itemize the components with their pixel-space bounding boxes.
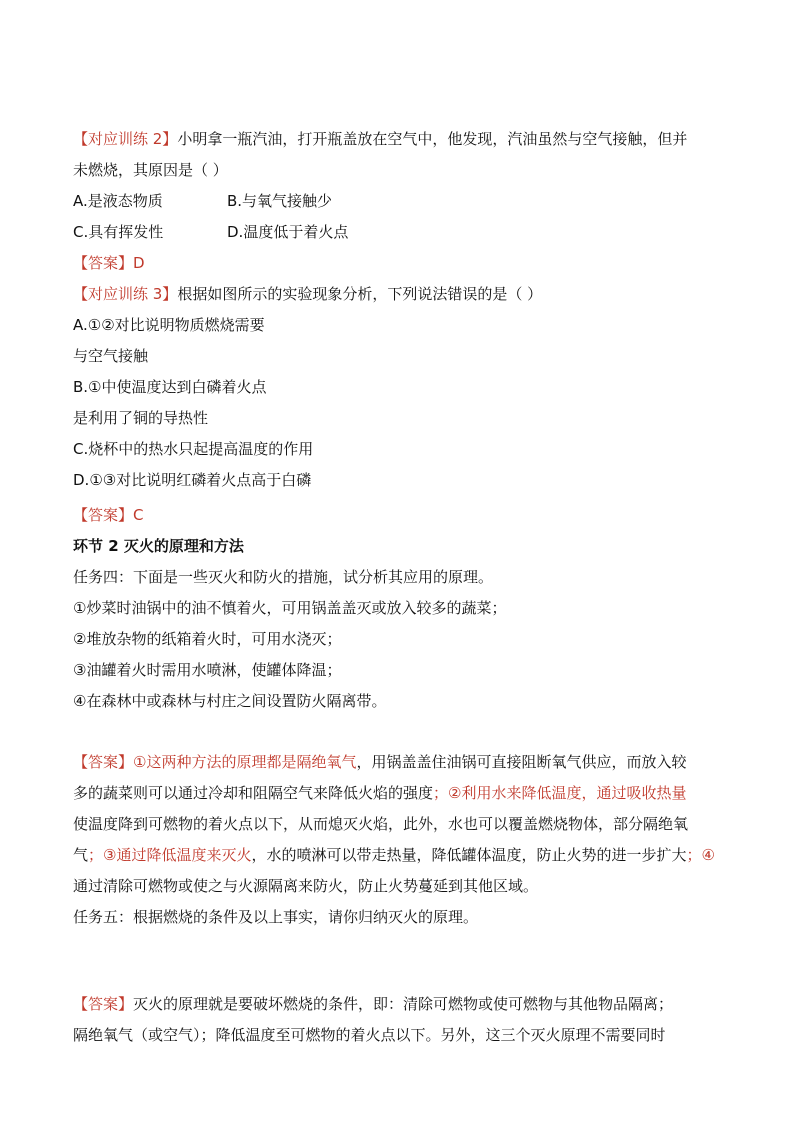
q3-option-b-line1: B.①中使温度达到白磷着火点 xyxy=(73,378,267,396)
q2-stem-text: 小明拿一瓶汽油，打开瓶盖放在空气中，他发现，汽油虽然与空气接触，但并 xyxy=(177,130,688,148)
q3-prefix: 【对应训练 3】 xyxy=(73,285,178,303)
q3-option-b-line2: 是利用了铜的导热性 xyxy=(73,409,209,427)
task4-answer-l4-red2: ；④ xyxy=(686,846,715,864)
task4-item-4: ④在森林中或森林与村庄之间设置防火隔离带。 xyxy=(73,692,387,710)
task4-answer-l1-black: ，用锅盖盖住油锅可直接阻断氧气供应，而放入较 xyxy=(356,753,687,771)
document-page xyxy=(73,124,723,1051)
task4-item-2: ②堆放杂物的纸箱着火时，可用水浇灭； xyxy=(73,630,342,648)
q3-stem xyxy=(73,279,723,310)
q3-stem-text: 根据如图所示的实验现象分析，下列说法错误的是（ ） xyxy=(177,285,543,303)
q3-answer-value: C xyxy=(133,506,144,524)
task4-item-3: ③油罐着火时需用水喷淋，使罐体降温； xyxy=(73,661,342,679)
q2-stem-line1 xyxy=(73,124,723,155)
q3-answer-tag: 【答案】 xyxy=(73,506,134,524)
task4-answer-line1 xyxy=(73,747,723,778)
task4-answer xyxy=(73,747,723,902)
task4-answer-l4-black1: 气 xyxy=(73,846,89,864)
task5-answer-l1: 灭火的原理就是要破坏燃烧的条件，即：清除可燃物或使可燃物与其他物品隔离； xyxy=(133,995,674,1013)
task4-answer-l2-red: ；②利用水来降低温度，通过吸收热量 xyxy=(433,784,687,802)
task5-answer-line1 xyxy=(73,989,723,1020)
task4-answer-line3: 使温度降到可燃物的着火点以下，从而熄灭火焰，此外，水也可以覆盖燃烧物体，部分隔绝氧 xyxy=(73,815,689,833)
q2-options-row1 xyxy=(73,186,723,217)
q2-option-d: D.温度低于着火点 xyxy=(227,223,349,241)
q3-option-d: D.①③对比说明红磷着火点高于白磷 xyxy=(73,471,312,489)
q3-option-a-line1: A.①②对比说明物质燃烧需要 xyxy=(73,316,265,334)
task4-answer-line2 xyxy=(73,778,723,809)
task4-answer-line5: 通过清除可燃物或使之与火源隔离来防火，防止火势蔓延到其他区域。 xyxy=(73,877,539,895)
q2-answer-tag: 【答案】 xyxy=(73,254,134,272)
q2-option-b: B.与氧气接触少 xyxy=(227,192,333,210)
q3-option-a-line2: 与空气接触 xyxy=(73,347,149,365)
q2-answer xyxy=(73,248,723,279)
q2-prefix: 【对应训练 2】 xyxy=(73,130,178,148)
task4-answer-tag: 【答案】 xyxy=(73,753,134,771)
q2-answer-value: D xyxy=(133,254,145,272)
q2-options-row2 xyxy=(73,217,723,248)
section-heading: 环节 2 灭火的原理和方法 xyxy=(73,537,244,555)
task5-answer xyxy=(73,989,723,1051)
task5-answer-tag: 【答案】 xyxy=(73,995,134,1013)
task4-answer-l4-black2: ，水的喷淋可以带走热量，降低罐体温度，防止火势的进一步扩大 xyxy=(251,846,687,864)
task5-answer-line2: 隔绝氧气（或空气）；降低温度至可燃物的着火点以下。另外，这三个灭火原理不需要同时 xyxy=(73,1026,666,1044)
task4-item-1: ①炒菜时油锅中的油不慎着火，可用锅盖盖灭或放入较多的蔬菜； xyxy=(73,599,507,617)
task5-intro: 任务五：根据燃烧的条件及以上事实，请你归纳灭火的原理。 xyxy=(73,908,479,926)
q3-answer xyxy=(73,500,723,531)
q2-option-c: C.具有挥发性 xyxy=(73,223,164,241)
q2-stem-line2: 未燃烧，其原因是（ ） xyxy=(73,161,228,179)
task4-answer-l2-black: 多的蔬菜则可以通过冷却和阻隔空气来降低火焰的强度 xyxy=(73,784,434,802)
task4-answer-l4-red1: ；③通过降低温度来灭火 xyxy=(88,846,252,864)
task4-answer-l1-red: ①这两种方法的原理都是隔绝氧气 xyxy=(133,753,357,771)
task4-intro: 任务四：下面是一些灭火和防火的措施，试分析其应用的原理。 xyxy=(73,568,494,586)
task4-answer-line4 xyxy=(73,840,723,871)
q3-option-c: C.烧杯中的热水只起提高温度的作用 xyxy=(73,440,314,458)
q2-option-a: A.是液态物质 xyxy=(73,192,163,210)
